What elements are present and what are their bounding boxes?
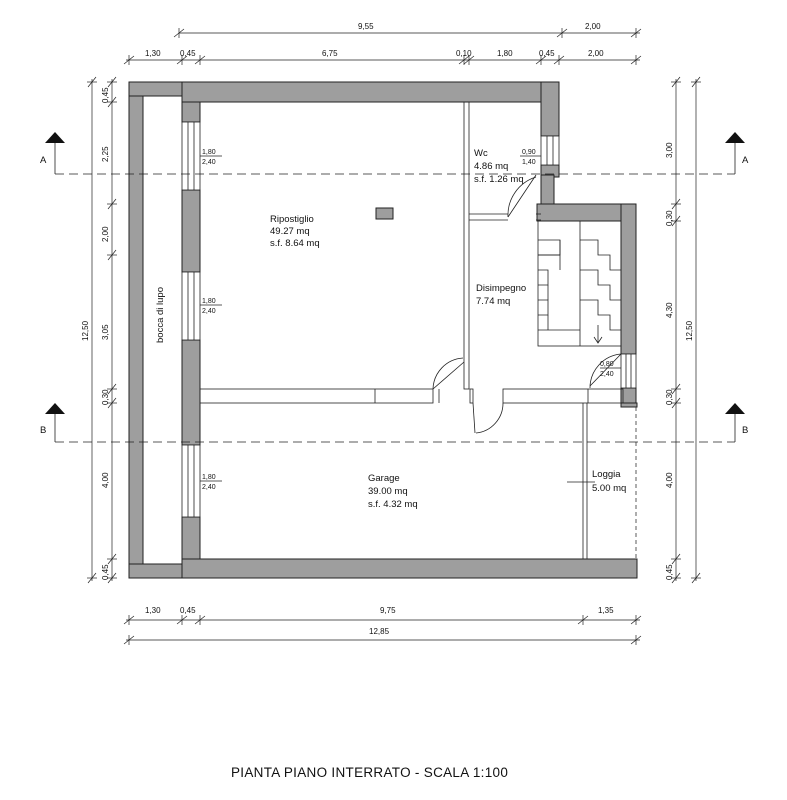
- dim-top-6: 0,45: [539, 49, 555, 58]
- dim-top-7: 2,00: [588, 49, 604, 58]
- dim-bottom-3: 9,75: [380, 606, 396, 615]
- dim-right-4: 0,30: [665, 389, 674, 405]
- disimpegno-area: 7.74 mq: [476, 296, 511, 307]
- dim-bottom-1: 1,30: [145, 606, 161, 615]
- section-b-right-label: B: [742, 425, 749, 436]
- dim-right-6: 0,45: [665, 564, 674, 580]
- dimensions-left: [81, 77, 117, 583]
- dim-left-5: 0,30: [101, 389, 110, 405]
- dim-top-total-1: 9,55: [358, 22, 374, 31]
- dim-top-3: 6,75: [322, 49, 338, 58]
- dim-top-1: 1,30: [145, 49, 161, 58]
- loggia-area: 5.00 mq: [592, 483, 627, 494]
- window-2-width: 1,80: [202, 298, 216, 305]
- window-stair: [621, 354, 636, 388]
- wc-window-width: 0,90: [522, 149, 536, 156]
- wc-sf: s.f. 1.26 mq: [474, 174, 524, 185]
- garage-name: Garage: [368, 473, 400, 484]
- dim-top-total-2: 2,00: [585, 22, 601, 31]
- dim-top-2: 0,45: [180, 49, 196, 58]
- window-1: [182, 122, 200, 190]
- windows: [182, 122, 636, 517]
- dim-left-3: 2,00: [101, 226, 110, 242]
- section-a-left-arrow-icon: [45, 132, 65, 143]
- dim-right-5: 4,00: [665, 472, 674, 488]
- ripostiglio-sf: s.f. 8.64 mq: [270, 238, 320, 249]
- dim-bottom-total: 12,85: [369, 627, 390, 636]
- window-2-height: 2,40: [202, 308, 216, 315]
- section-b-left-arrow-icon: [45, 403, 65, 414]
- partitions: [200, 102, 636, 559]
- section-b-left-label: B: [40, 425, 47, 436]
- dim-right-total: 12,50: [685, 320, 694, 341]
- wc-area: 4.86 mq: [474, 161, 509, 172]
- dim-right-1: 3,00: [665, 142, 674, 158]
- garage-sf: s.f. 4.32 mq: [368, 499, 418, 510]
- window-wc: [541, 136, 559, 165]
- window-1-height: 2,40: [202, 159, 216, 166]
- wc-window-height: 1,40: [522, 159, 536, 166]
- stairs: [538, 221, 621, 346]
- dim-right-2: 0,30: [665, 210, 674, 226]
- dim-top-5: 1,80: [497, 49, 513, 58]
- window-3-width: 1,80: [202, 474, 216, 481]
- dim-left-6: 4,00: [101, 472, 110, 488]
- dimensions-bottom: [124, 606, 641, 645]
- dim-bottom-2: 0,45: [180, 606, 196, 615]
- bocca-di-lupo-label: bocca di lupo: [155, 287, 166, 343]
- ripostiglio-name: Ripostiglio: [270, 214, 314, 225]
- plan-title: PIANTA PIANO INTERRATO - SCALA 1:100: [231, 765, 509, 780]
- section-b-right-arrow-icon: [725, 403, 745, 414]
- section-a-left-label: A: [40, 155, 47, 166]
- ripostiglio-area: 49.27 mq: [270, 226, 310, 237]
- dim-left-total: 12,50: [81, 320, 90, 341]
- loggia-name: Loggia: [592, 469, 621, 480]
- dim-right-3: 4,30: [665, 302, 674, 318]
- stair-window-height: 2,40: [600, 371, 614, 378]
- wc-name: Wc: [474, 148, 488, 159]
- window-3-height: 2,40: [202, 484, 216, 491]
- stair-window-width: 0,80: [600, 361, 614, 368]
- section-a-right-arrow-icon: [725, 132, 745, 143]
- dim-left-4: 3,05: [101, 324, 110, 340]
- dim-top-4: 0,10: [456, 49, 472, 58]
- dim-left-7: 0,45: [101, 564, 110, 580]
- garage-area: 39.00 mq: [368, 486, 408, 497]
- section-a-right-label: A: [742, 155, 749, 166]
- window-1-width: 1,80: [202, 149, 216, 156]
- section-lines: [40, 132, 749, 442]
- dimensions-right: [665, 77, 701, 583]
- dim-left-2: 2,25: [101, 146, 110, 162]
- dim-left-1: 0,45: [101, 87, 110, 103]
- dimensions-top: [124, 22, 641, 65]
- dim-bottom-4: 1,35: [598, 606, 614, 615]
- window-3: [182, 445, 200, 517]
- room-labels: [155, 148, 626, 510]
- disimpegno-name: Disimpegno: [476, 283, 527, 294]
- window-2: [182, 272, 200, 340]
